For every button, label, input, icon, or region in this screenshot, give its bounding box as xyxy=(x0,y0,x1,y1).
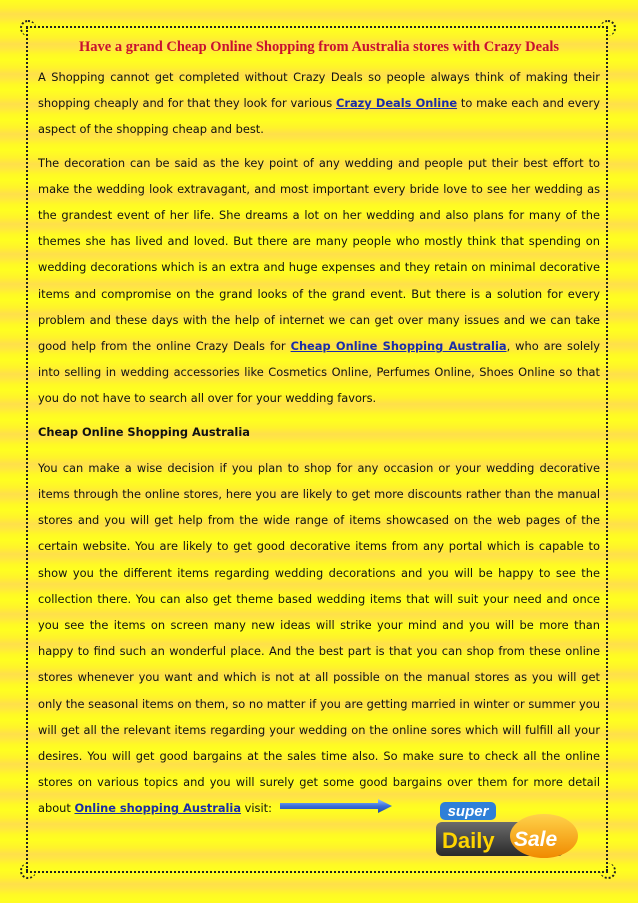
paragraph-text: to make each and every aspect of the shopping cheap and best. xyxy=(38,96,600,137)
arrow-right-icon xyxy=(280,796,392,822)
border-corner xyxy=(600,20,616,36)
logo-text-super: super xyxy=(447,803,489,820)
logo-text-daily: Daily xyxy=(442,828,495,853)
article xyxy=(38,36,600,829)
border-corner xyxy=(20,20,36,36)
border-corner xyxy=(600,863,616,879)
cheap-online-shopping-australia-link[interactable]: Cheap Online Shopping Australia xyxy=(290,339,507,354)
section-subheading: Cheap Online Shopping Australia xyxy=(38,424,250,439)
super-daily-sale-logo[interactable] xyxy=(428,798,590,862)
paragraph-text: visit: xyxy=(241,801,272,816)
intro-paragraph xyxy=(38,64,600,143)
paragraph-text: A Shopping cannot get completed without Crazy Deals so people always think of making their shopping cheaply and for that they look for various xyxy=(38,70,600,111)
shopping-paragraph xyxy=(38,455,600,822)
paragraph-text: The decoration can be said as the key point of any wedding and people put their best effort to make the wedding look extravagant, and most important every bride love to see her wedding as the grandest event of her life. She dreams a lot on her wedding and also plans for many of the themes she has lived and loved. But there are many people who mostly think that spending on wedding decorations which is an extra and huge expenses and they retain on minimal decorative items and compromise on the grand looks of the grand event. But there is a solution for every problem and these days with the help of internet we can get over many issues and we can take good help from the online Crazy Deals for xyxy=(38,155,600,354)
crazy-deals-online-link[interactable]: Crazy Deals Online xyxy=(335,96,458,111)
page-border-top xyxy=(26,26,608,28)
paragraph-text: , who are solely into selling in wedding accessories like Cosmetics Online, Perfumes Online, Shoes Online so that you do not have to search all over for your wedding favors. xyxy=(38,339,600,406)
border-corner xyxy=(20,863,36,879)
page-border-bottom xyxy=(26,871,608,873)
logo-text-sale: Sale xyxy=(514,828,558,851)
decoration-paragraph xyxy=(38,150,600,412)
online-shopping-australia-link[interactable]: Online shopping Australia xyxy=(74,801,242,816)
page-title: Have a grand Cheap Online Shopping from Australia stores with Crazy Deals xyxy=(78,39,559,55)
paragraph-text: You can make a wise decision if you plan to shop for any occasion or your wedding decorative items through the online stores, here you are likely to get more discounts rather than the manual stores and you will get help from the wide range of items showcased on the web pages of the certain website. You are likely to get good decorative items from any portal which is capable to show you the different items regarding wedding decorations and you will be happy to see the collection there. You can also get theme based wedding items that will suit your need and once you see the items on screen many new ideas will strike your mind and you will be more than happy to find such an wonderful place. And the best part is that you can shop from these online stores whenever you want and which is not at all possible on the manual stores as you will get only the seasonal items on them, so no matter if you are getting married in winter or summer you will get all the relevant items regarding your wedding on the online sores which will fulfill all your desires. You will get good bargains at the sales time also. So make sure to check all the online stores on various topics and you will surely get some good bargains over them for more detail about xyxy=(38,460,600,816)
